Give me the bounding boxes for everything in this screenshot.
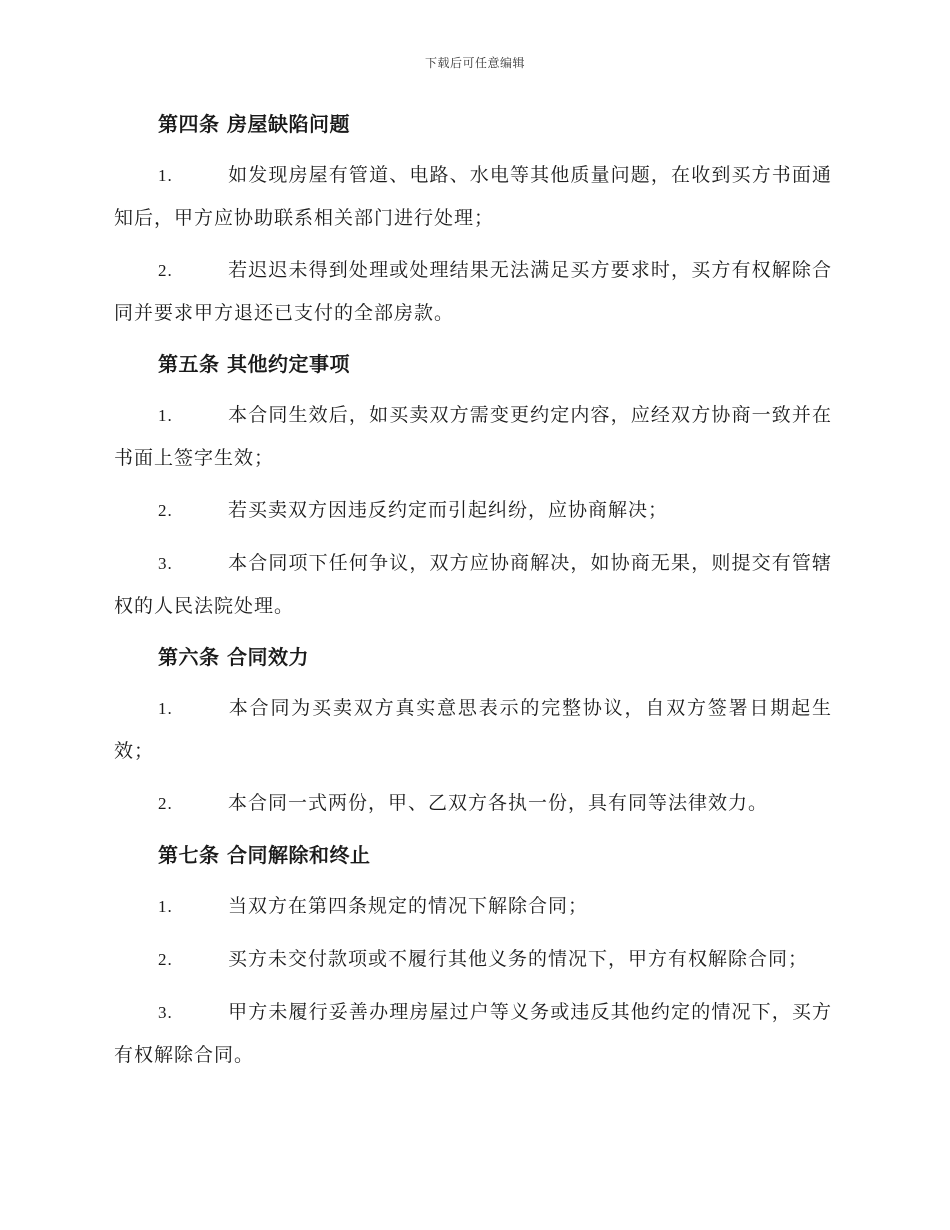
section-article-7 xyxy=(114,835,832,1076)
clause-item xyxy=(114,249,832,334)
clause-item xyxy=(114,154,832,239)
clause-text: 如发现房屋有管道、电路、水电等其他质量问题，在收到买方书面通知后，甲方应协助联系相关部门进行处理； xyxy=(114,164,832,229)
clause-number: 3. xyxy=(158,554,173,573)
clause-item xyxy=(114,885,832,928)
section-article-5 xyxy=(114,344,832,627)
clause-number: 1. xyxy=(158,406,173,425)
clause-item xyxy=(114,938,832,981)
clause-number: 2. xyxy=(158,261,173,280)
clause-text: 当双方在第四条规定的情况下解除合同； xyxy=(228,895,589,917)
clause-item xyxy=(114,782,832,825)
clause-number: 2. xyxy=(158,950,173,969)
clause-item xyxy=(114,991,832,1076)
clause-number: 3. xyxy=(158,1003,173,1022)
clause-number: 1. xyxy=(158,166,173,185)
section-title: 第五条 其他约定事项 xyxy=(158,352,350,376)
section-title: 第四条 房屋缺陷问题 xyxy=(158,112,350,136)
clause-number: 2. xyxy=(158,794,173,813)
clause-text: 若迟迟未得到处理或处理结果无法满足买方要求时，买方有权解除合同并要求甲方退还已支付的全部房款。 xyxy=(114,259,832,324)
clause-item xyxy=(114,687,832,772)
clause-number: 2. xyxy=(158,501,173,520)
clause-text: 甲方未履行妥善办理房屋过户等义务或违反其他约定的情况下，买方有权解除合同。 xyxy=(114,1001,832,1066)
page-header: 下载后可任意编辑 xyxy=(424,56,525,70)
clause-item xyxy=(114,542,832,627)
clause-number: 1. xyxy=(158,699,173,718)
clause-item xyxy=(114,489,832,532)
section-title: 第六条 合同效力 xyxy=(158,645,309,669)
section-article-6 xyxy=(114,637,832,825)
section-title: 第七条 合同解除和终止 xyxy=(158,843,371,867)
clause-item xyxy=(114,394,832,479)
document-body xyxy=(114,104,832,1086)
clause-text: 买方未交付款项或不履行其他义务的情况下，甲方有权解除合同； xyxy=(228,948,809,970)
clause-text: 若买卖双方因违反约定而引起纠纷，应协商解决； xyxy=(228,499,669,521)
clause-text: 本合同为买卖双方真实意思表示的完整协议，自双方签署日期起生效； xyxy=(114,697,832,762)
clause-number: 1. xyxy=(158,897,173,916)
clause-text: 本合同一式两份，甲、乙双方各执一份，具有同等法律效力。 xyxy=(228,792,769,814)
section-article-4 xyxy=(114,104,832,334)
clause-text: 本合同项下任何争议，双方应协商解决，如协商无果，则提交有管辖权的人民法院处理。 xyxy=(114,552,832,617)
clause-text: 本合同生效后，如买卖双方需变更约定内容，应经双方协商一致并在书面上签字生效； xyxy=(114,404,832,469)
